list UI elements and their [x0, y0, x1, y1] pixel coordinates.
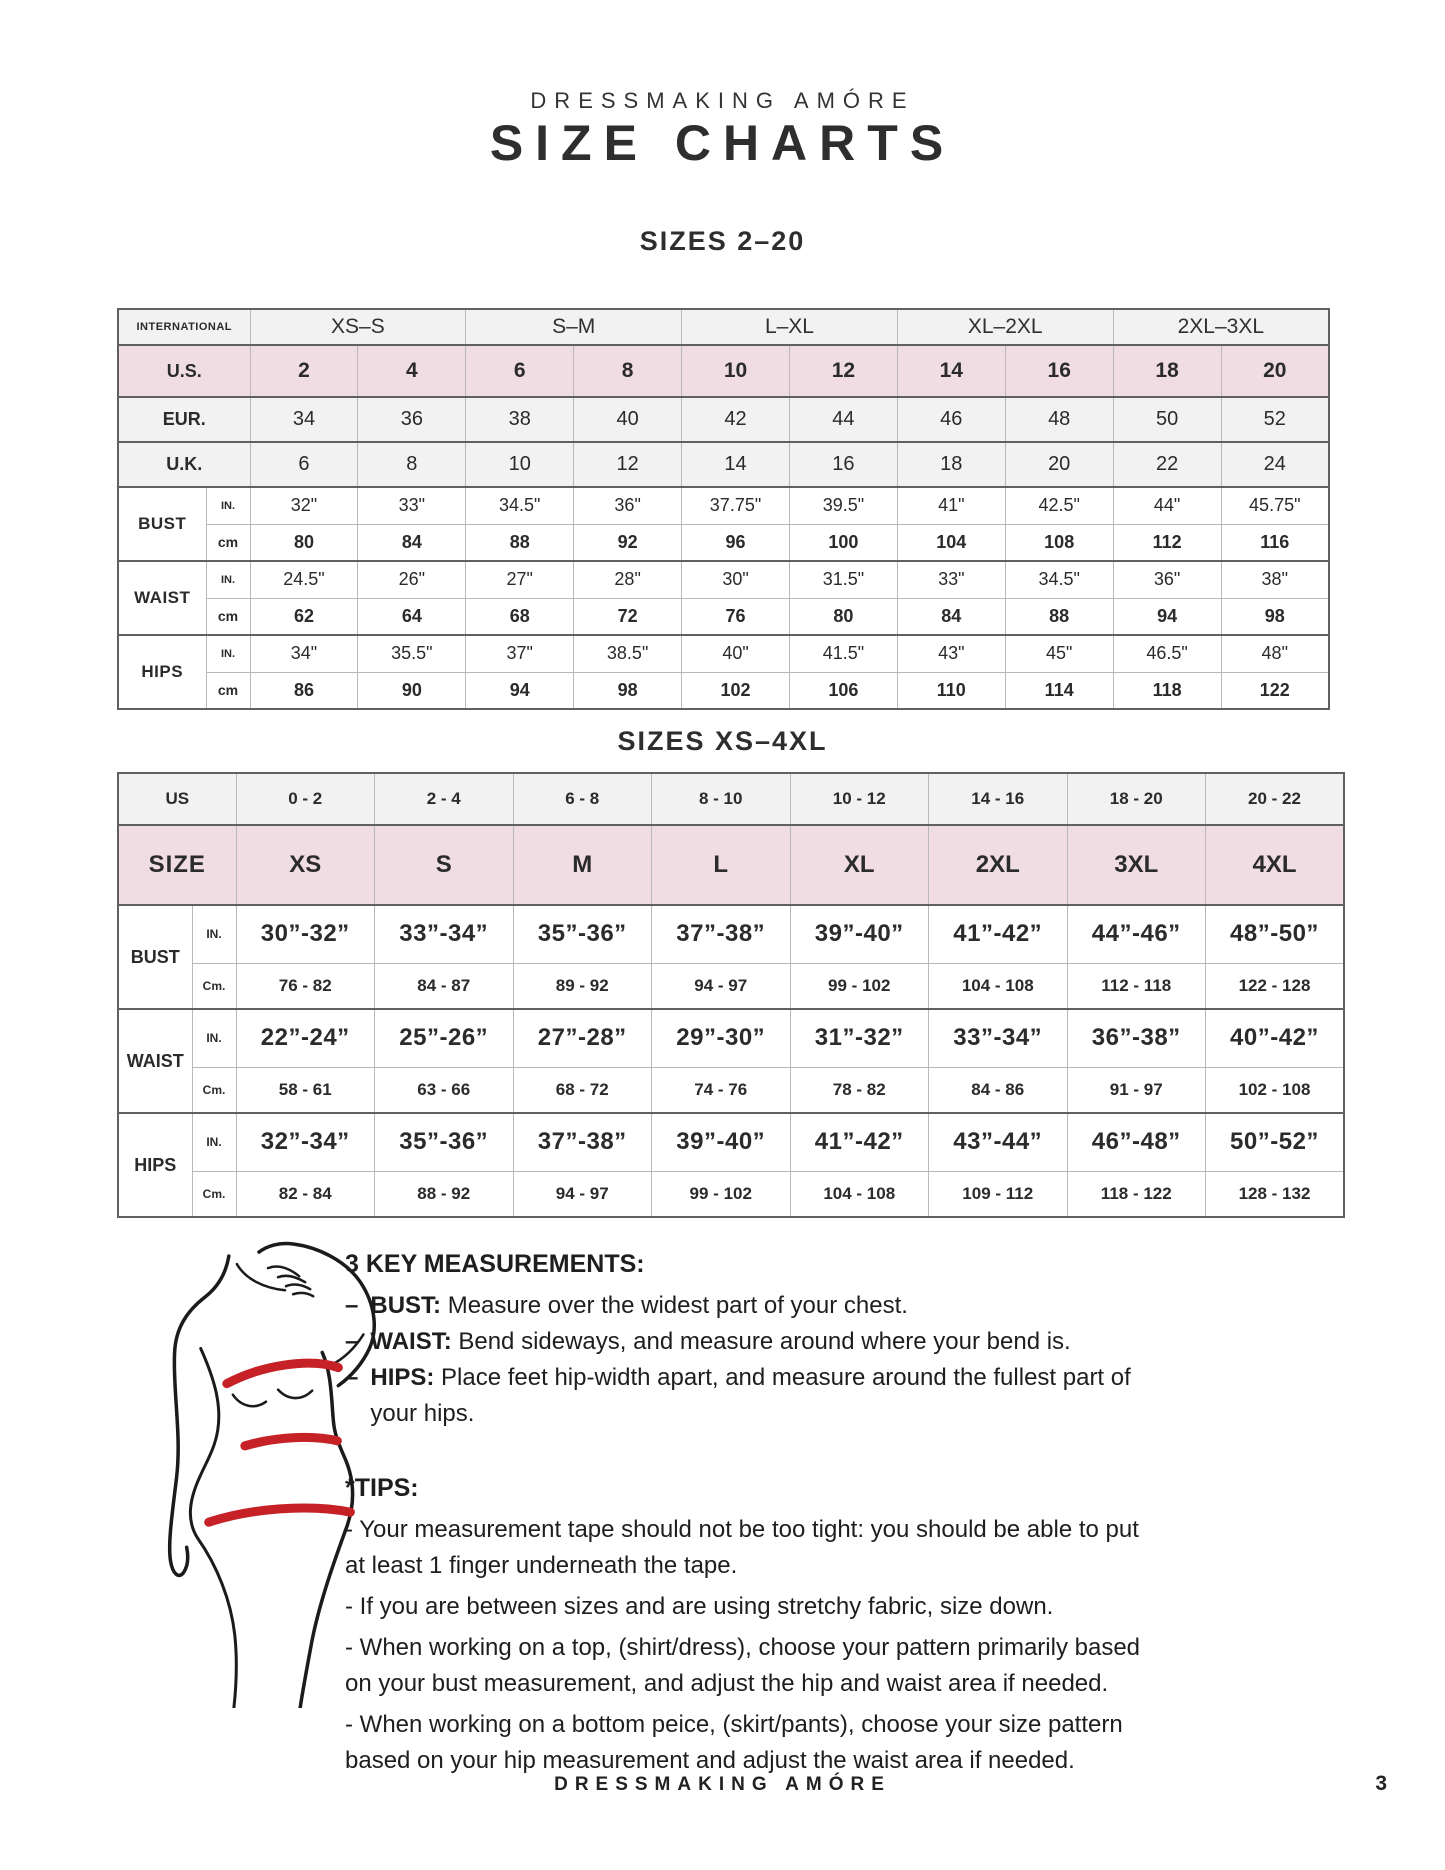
measurement-cell: 118 - 122 [1067, 1171, 1206, 1217]
measurement-cell: 37”-38” [652, 905, 791, 963]
tips-heading: *TIPS: [345, 1474, 419, 1502]
size-name-cell: XS [236, 825, 375, 905]
measurement-cell: 122 [1221, 672, 1329, 709]
measurement-cell: 34.5" [1005, 561, 1113, 598]
size-cell: 10 [466, 442, 574, 487]
bullet-dash: – [345, 1364, 359, 1391]
hips-cm-row [118, 672, 1329, 709]
measurement-cell: 32" [250, 487, 358, 524]
unit-label: cm [206, 524, 250, 561]
us-size-cell: 2 - 4 [375, 773, 514, 825]
measurement-cell: 62 [250, 598, 358, 635]
measurement-term: HIPS: [370, 1364, 435, 1391]
measurement-cell: 35”-36” [375, 1113, 514, 1171]
figure-outline [170, 1244, 375, 1708]
measurement-cell: 94 [1113, 598, 1221, 635]
size-cell: 42 [682, 397, 790, 442]
measurement-cell: 63 - 66 [375, 1067, 514, 1113]
measurement-cell: 84 [358, 524, 466, 561]
measurement-cell: 33”-34” [929, 1009, 1068, 1067]
measurement-cell: 122 - 128 [1206, 963, 1345, 1009]
measure-label: WAIST [118, 561, 206, 635]
measurement-cell: 30”-32” [236, 905, 375, 963]
measurement-cell: 68 [466, 598, 574, 635]
measurement-cell: 90 [358, 672, 466, 709]
sizes-xs-4xl-title: SIZES XS–4XL [617, 726, 828, 756]
key-measurement-item [345, 1360, 1145, 1432]
measurement-cell: 84 - 86 [929, 1067, 1068, 1113]
us-size-cell: 0 - 2 [236, 773, 375, 825]
measurement-cell: 98 [1221, 598, 1329, 635]
measurement-cell: 31”-32” [790, 1009, 929, 1067]
size-cell: 16 [1005, 345, 1113, 397]
measurement-cell: 36”-38” [1067, 1009, 1206, 1067]
tip-item: - When working on a bottom peice, (skirt/pants), choose your size pattern based on your hip measurement and adjust the waist area if needed. [345, 1711, 1123, 1774]
unit-label: cm [206, 598, 250, 635]
size-label: SIZE [118, 825, 236, 905]
waist-cm-row [118, 1067, 1344, 1113]
measurement-cell: 26" [358, 561, 466, 598]
measurement-cell: 40" [682, 635, 790, 672]
measurement-cell: 82 - 84 [236, 1171, 375, 1217]
footer-brand: DRESSMAKING AMÓRE [554, 1774, 891, 1795]
measurement-cell: 109 - 112 [929, 1171, 1068, 1217]
measurement-cell: 76 - 82 [236, 963, 375, 1009]
measurement-cell: 48”-50” [1206, 905, 1345, 963]
unit-label: Cm. [192, 1171, 236, 1217]
measurement-cell: 88 [1005, 598, 1113, 635]
key-measurement-item [345, 1288, 1145, 1324]
measurement-cell: 112 - 118 [1067, 963, 1206, 1009]
measurement-cell: 80 [789, 598, 897, 635]
measurement-term: WAIST: [370, 1328, 452, 1355]
size-cell: 38 [466, 397, 574, 442]
us-label: US [118, 773, 236, 825]
measurement-cell: 94 - 97 [652, 963, 791, 1009]
measurement-cell: 86 [250, 672, 358, 709]
unit-label: IN. [206, 561, 250, 598]
measurement-cell: 35.5" [358, 635, 466, 672]
measurement-cell: 118 [1113, 672, 1221, 709]
measurement-cell: 50”-52” [1206, 1113, 1345, 1171]
unit-label: IN. [192, 1009, 236, 1067]
us-size-cell: 20 - 22 [1206, 773, 1345, 825]
size-system-label: U.K. [118, 442, 250, 487]
international-group-header: 2XL–3XL [1113, 309, 1329, 345]
measurement-cell: 34" [250, 635, 358, 672]
measurement-cell: 84 - 87 [375, 963, 514, 1009]
measurement-cell: 104 - 108 [929, 963, 1068, 1009]
measurement-cell: 94 [466, 672, 574, 709]
measurement-cell: 33”-34” [375, 905, 514, 963]
measurement-cell: 35”-36” [513, 905, 652, 963]
bust-in-row [118, 487, 1329, 524]
international-group-header: L–XL [682, 309, 898, 345]
us-row [118, 773, 1344, 825]
key-measurement-text: BUST: Measure over the widest part of your chest. [370, 1292, 908, 1319]
size-cell: 34 [250, 397, 358, 442]
measurement-cell: 116 [1221, 524, 1329, 561]
unit-label: Cm. [192, 963, 236, 1009]
page-number: 3 [1375, 1772, 1387, 1795]
size-cell: 12 [789, 345, 897, 397]
measurement-cell: 76 [682, 598, 790, 635]
size-cell: 18 [1113, 345, 1221, 397]
measurement-cell: 80 [250, 524, 358, 561]
measurement-cell: 78 - 82 [790, 1067, 929, 1113]
measurement-cell: 30" [682, 561, 790, 598]
measurement-cell: 100 [789, 524, 897, 561]
measurement-cell: 39”-40” [652, 1113, 791, 1171]
international-group-header: S–M [466, 309, 682, 345]
measurement-cell: 27" [466, 561, 574, 598]
size-name-cell: S [375, 825, 514, 905]
size-system-label: U.S. [118, 345, 250, 397]
measurement-cell: 98 [574, 672, 682, 709]
measurement-cell: 33" [897, 561, 1005, 598]
size-cell: 6 [466, 345, 574, 397]
size-cell: 12 [574, 442, 682, 487]
measurement-cell: 114 [1005, 672, 1113, 709]
measure-label: HIPS [118, 1113, 192, 1217]
measure-label: BUST [118, 905, 192, 1009]
measurement-cell: 68 - 72 [513, 1067, 652, 1113]
measurement-cell: 94 - 97 [513, 1171, 652, 1217]
international-label: INTERNATIONAL [118, 309, 250, 345]
size-cell: 52 [1221, 397, 1329, 442]
size-cell: 24 [1221, 442, 1329, 487]
international-group-header: XL–2XL [897, 309, 1113, 345]
measurement-cell: 64 [358, 598, 466, 635]
page-title: SIZE CHARTS [489, 115, 956, 171]
measurement-cell: 88 - 92 [375, 1171, 514, 1217]
us-size-cell: 6 - 8 [513, 773, 652, 825]
measurement-cell: 58 - 61 [236, 1067, 375, 1113]
measurement-cell: 39”-40” [790, 905, 929, 963]
sizes-xs-4xl-table [117, 772, 1345, 1218]
waist-band [245, 1437, 337, 1445]
measurement-cell: 91 - 97 [1067, 1067, 1206, 1113]
measurement-cell: 84 [897, 598, 1005, 635]
measurement-cell: 25”-26” [375, 1009, 514, 1067]
size-system-label: EUR. [118, 397, 250, 442]
measurement-cell: 92 [574, 524, 682, 561]
unit-label: Cm. [192, 1067, 236, 1113]
measurement-cell: 38.5" [574, 635, 682, 672]
measurement-cell: 106 [789, 672, 897, 709]
unit-label: IN. [192, 905, 236, 963]
bullet-dash: – [345, 1328, 359, 1355]
measurement-cell: 108 [1005, 524, 1113, 561]
international-row [118, 309, 1329, 345]
size-cell: 14 [682, 442, 790, 487]
size-cell: 22 [1113, 442, 1221, 487]
measurement-cell: 38" [1221, 561, 1329, 598]
size-cell: 48 [1005, 397, 1113, 442]
size-cell: 10 [682, 345, 790, 397]
measurement-cell: 99 - 102 [790, 963, 929, 1009]
waist-cm-row [118, 598, 1329, 635]
size-cell: 8 [358, 442, 466, 487]
size-cell: 14 [897, 345, 1005, 397]
waist-in-row [118, 561, 1329, 598]
size-cell: 18 [897, 442, 1005, 487]
bust-cm-row [118, 963, 1344, 1009]
key-measurements-list [345, 1288, 1145, 1432]
unit-label: IN. [192, 1113, 236, 1171]
tip-item: - When working on a top, (shirt/dress), choose your pattern primarily based on your bust measurement, and adjust the hip and waist area if needed. [345, 1634, 1141, 1697]
measurement-cell: 102 - 108 [1206, 1067, 1345, 1113]
key-measurement-text: WAIST: Bend sideways, and measure around where your bend is. [370, 1328, 1071, 1355]
tips-list [345, 1512, 1145, 1779]
measure-label: HIPS [118, 635, 206, 709]
measurement-cell: 31.5" [789, 561, 897, 598]
measurement-cell: 34.5" [466, 487, 574, 524]
measurement-cell: 41.5" [789, 635, 897, 672]
measurement-cell: 44" [1113, 487, 1221, 524]
tip-item: - If you are between sizes and are using stretchy fabric, size down. [345, 1593, 1054, 1620]
measurement-cell: 40”-42” [1206, 1009, 1345, 1067]
measurement-cell: 39.5" [789, 487, 897, 524]
measurement-cell: 27”-28” [513, 1009, 652, 1067]
measurement-cell: 41" [897, 487, 1005, 524]
us-size-cell: 14 - 16 [929, 773, 1068, 825]
measurement-cell: 102 [682, 672, 790, 709]
measurement-cell: 46”-48” [1067, 1113, 1206, 1171]
measurement-cell: 22”-24” [236, 1009, 375, 1067]
size-system-row [118, 442, 1329, 487]
us-size-cell: 10 - 12 [790, 773, 929, 825]
size-cell: 8 [574, 345, 682, 397]
measurement-cell: 37”-38” [513, 1113, 652, 1171]
measurement-cell: 96 [682, 524, 790, 561]
size-system-row [118, 345, 1329, 397]
unit-label: IN. [206, 487, 250, 524]
header-brand: DRESSMAKING AMÓRE [530, 88, 915, 113]
size-name-cell: 2XL [929, 825, 1068, 905]
bust-band [227, 1363, 338, 1383]
measurement-cell: 28" [574, 561, 682, 598]
size-cell: 46 [897, 397, 1005, 442]
measurement-cell: 46.5" [1113, 635, 1221, 672]
hips-cm-row [118, 1171, 1344, 1217]
measurement-cell: 110 [897, 672, 1005, 709]
international-group-header: XS–S [250, 309, 466, 345]
measurement-cell: 42.5" [1005, 487, 1113, 524]
hips-in-row [118, 1113, 1344, 1171]
size-cell: 36 [358, 397, 466, 442]
measurement-cell: 88 [466, 524, 574, 561]
size-cell: 20 [1005, 442, 1113, 487]
hips-in-row [118, 635, 1329, 672]
key-measurements-heading: 3 KEY MEASUREMENTS: [345, 1250, 645, 1278]
measurement-cell: 43”-44” [929, 1113, 1068, 1171]
size-cell: 6 [250, 442, 358, 487]
measurement-term: BUST: [370, 1292, 442, 1319]
measurement-cell: 45" [1005, 635, 1113, 672]
measurement-cell: 72 [574, 598, 682, 635]
measurement-cell: 36" [1113, 561, 1221, 598]
measurement-cell: 104 - 108 [790, 1171, 929, 1217]
measurement-cell: 29”-30” [652, 1009, 791, 1067]
measurement-cell: 112 [1113, 524, 1221, 561]
size-name-cell: M [513, 825, 652, 905]
measurement-cell: 37" [466, 635, 574, 672]
measurement-cell: 104 [897, 524, 1005, 561]
measurement-guide [345, 1246, 1145, 1784]
measure-label: BUST [118, 487, 206, 561]
measurement-cell: 48" [1221, 635, 1329, 672]
hips-band [209, 1508, 351, 1522]
unit-label: IN. [206, 635, 250, 672]
size-name-cell: L [652, 825, 791, 905]
bust-cm-row [118, 524, 1329, 561]
measurement-cell: 99 - 102 [652, 1171, 791, 1217]
measurement-cell: 32”-34” [236, 1113, 375, 1171]
size-cell: 16 [789, 442, 897, 487]
bust-in-row [118, 905, 1344, 963]
bullet-dash: – [345, 1292, 359, 1319]
size-cell: 50 [1113, 397, 1221, 442]
key-measurement-text: HIPS: Place feet hip-width apart, and measure around the fullest part of your hips. [370, 1364, 1131, 1427]
size-name-cell: 4XL [1206, 825, 1345, 905]
sizes-2-20-table [117, 308, 1330, 710]
size-cell: 44 [789, 397, 897, 442]
sizes-2-20-title: SIZES 2–20 [639, 226, 806, 256]
size-name-cell: 3XL [1067, 825, 1206, 905]
tip-item: - Your measurement tape should not be too tight: you should be able to put at least 1 finger underneath the tape. [345, 1516, 1139, 1579]
size-cell: 2 [250, 345, 358, 397]
size-cell: 20 [1221, 345, 1329, 397]
measurement-cell: 128 - 132 [1206, 1171, 1345, 1217]
measurement-cell: 33" [358, 487, 466, 524]
measurement-cell: 74 - 76 [652, 1067, 791, 1113]
key-measurement-item [345, 1324, 1145, 1360]
size-name-cell: XL [790, 825, 929, 905]
measurement-cell: 41”-42” [929, 905, 1068, 963]
us-size-cell: 18 - 20 [1067, 773, 1206, 825]
measurement-cell: 41”-42” [790, 1113, 929, 1171]
measurement-cell: 24.5" [250, 561, 358, 598]
waist-in-row [118, 1009, 1344, 1067]
measurement-cell: 89 - 92 [513, 963, 652, 1009]
measurement-cell: 45.75" [1221, 487, 1329, 524]
size-cell: 40 [574, 397, 682, 442]
measurement-cell: 43" [897, 635, 1005, 672]
size-row [118, 825, 1344, 905]
size-system-row [118, 397, 1329, 442]
measure-label: WAIST [118, 1009, 192, 1113]
measurement-cell: 44”-46” [1067, 905, 1206, 963]
unit-label: cm [206, 672, 250, 709]
size-cell: 4 [358, 345, 466, 397]
measurement-cell: 36" [574, 487, 682, 524]
measurement-cell: 37.75" [682, 487, 790, 524]
us-size-cell: 8 - 10 [652, 773, 791, 825]
